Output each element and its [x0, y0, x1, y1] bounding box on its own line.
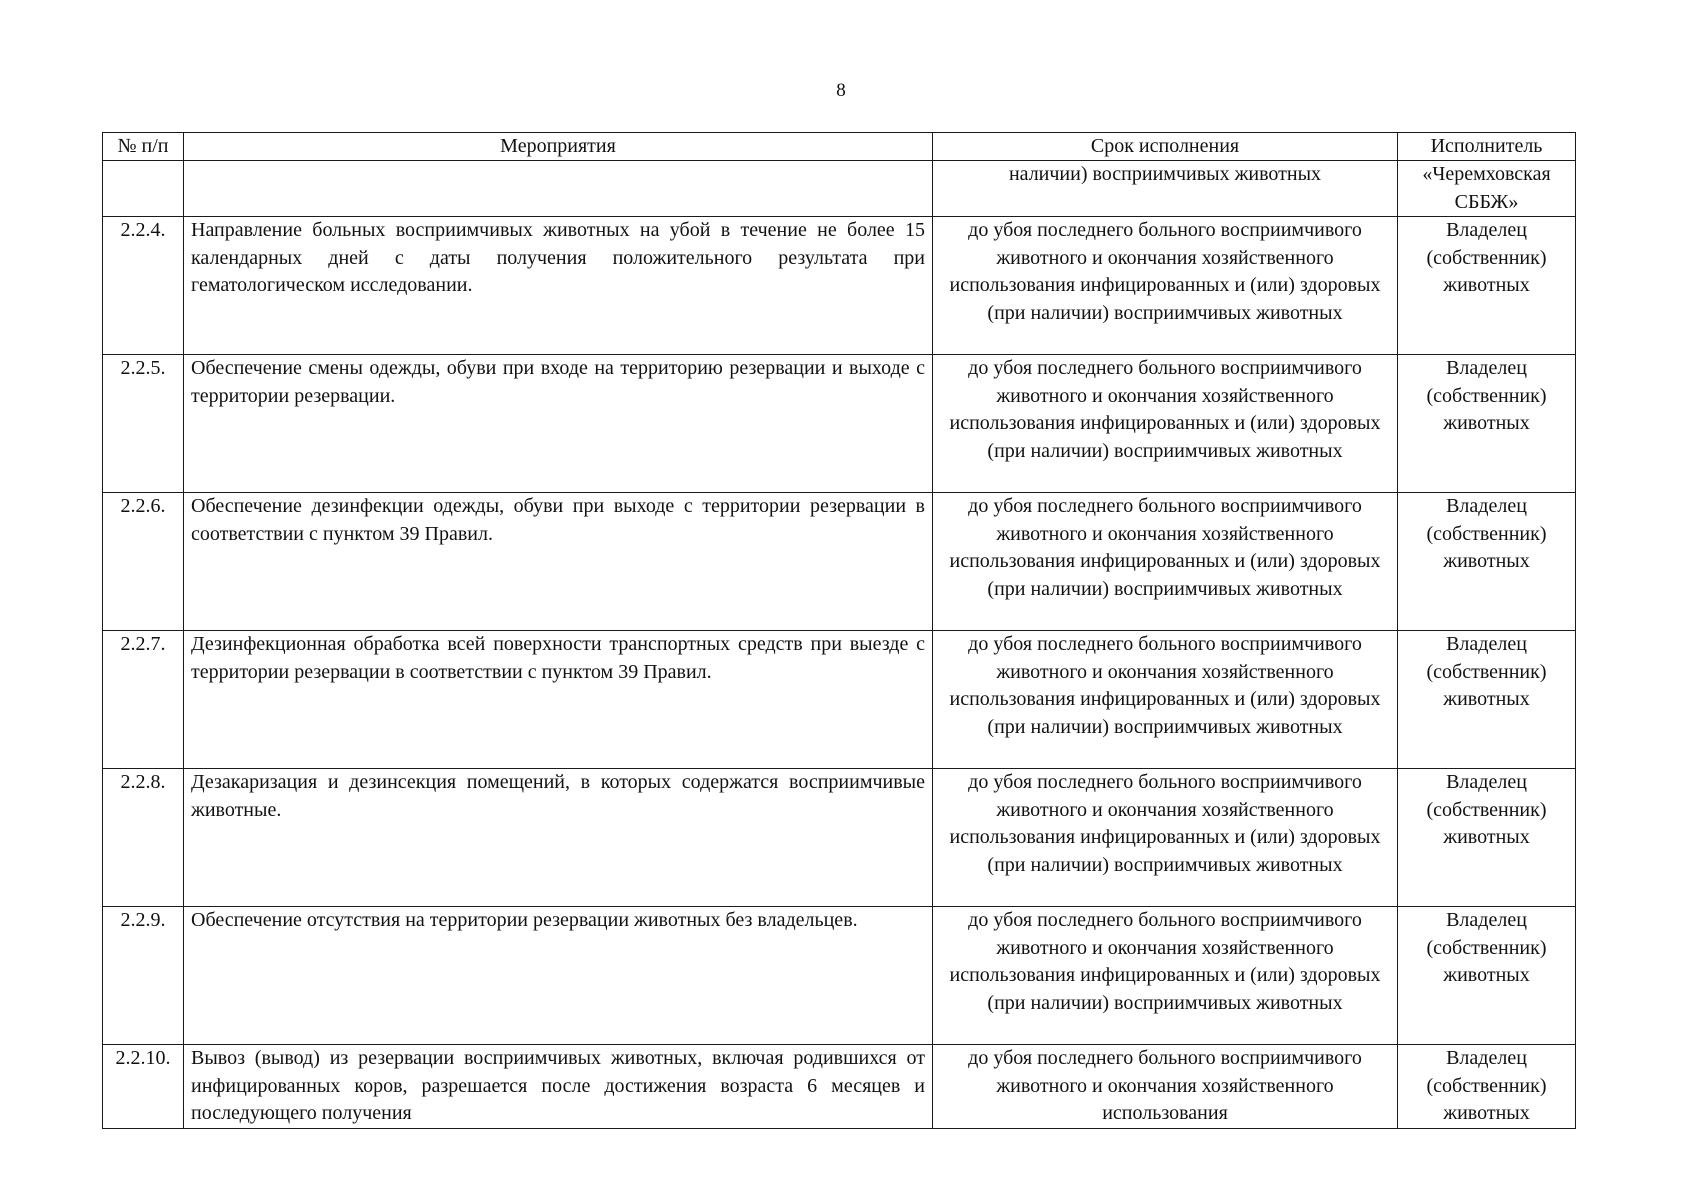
cell-number: 2.2.7. — [103, 631, 184, 769]
table-row — [103, 493, 1576, 631]
table-row — [103, 907, 1576, 1045]
cell-measure: Вывоз (вывод) из резервации восприимчивых животных, включая родившихся от инфицированных коров, разрешается после достижения возраста 6 месяцев и последующего получения — [184, 1045, 933, 1129]
cell-number: 2.2.8. — [103, 769, 184, 907]
cell-measure: Обеспечение отсутствия на территории резервации животных без владельцев. — [184, 907, 933, 1045]
cell-measure: Дезакаризация и дезинсекция помещений, в которых содержатся восприимчивые животные. — [184, 769, 933, 907]
cell-executor: Владелец (собственник) животных — [1398, 217, 1576, 355]
cell-number — [103, 161, 184, 217]
table-header-row — [103, 133, 1576, 161]
cell-measure: Обеспечение дезинфекции одежды, обуви при выходе с территории резервации в соответствии с пунктом 39 Правил. — [184, 493, 933, 631]
cell-deadline: до убоя последнего больного восприимчивого животного и окончания хозяйственного использования инфицированных и (или) здоровых (при наличии) восприимчивых животных — [933, 769, 1398, 907]
cell-executor: Владелец (собственник) животных — [1398, 631, 1576, 769]
measures-table — [102, 132, 1576, 1129]
cell-deadline: наличии) восприимчивых животных — [933, 161, 1398, 217]
table-row — [103, 355, 1576, 493]
cell-number: 2.2.4. — [103, 217, 184, 355]
cell-deadline: до убоя последнего больного восприимчивого животного и окончания хозяйственного использования — [933, 1045, 1398, 1129]
cell-measure: Дезинфекционная обработка всей поверхности транспортных средств при выезде с территории резервации в соответствии с пунктом 39 Правил. — [184, 631, 933, 769]
table-row — [103, 631, 1576, 769]
cell-deadline: до убоя последнего больного восприимчивого животного и окончания хозяйственного использования инфицированных и (или) здоровых (при наличии) восприимчивых животных — [933, 217, 1398, 355]
header-deadline: Срок исполнения — [933, 133, 1398, 161]
cell-executor: Владелец (собственник) животных — [1398, 769, 1576, 907]
header-number: № п/п — [103, 133, 184, 161]
table-row-continuation — [103, 161, 1576, 217]
page-number: 8 — [836, 80, 846, 101]
cell-deadline: до убоя последнего больного восприимчивого животного и окончания хозяйственного использования инфицированных и (или) здоровых (при наличии) восприимчивых животных — [933, 493, 1398, 631]
header-measure: Мероприятия — [184, 133, 933, 161]
cell-deadline: до убоя последнего больного восприимчивого животного и окончания хозяйственного использования инфицированных и (или) здоровых (при наличии) восприимчивых животных — [933, 355, 1398, 493]
cell-executor: Владелец (собственник) животных — [1398, 493, 1576, 631]
cell-number: 2.2.10. — [103, 1045, 184, 1129]
cell-executor: Владелец (собственник) животных — [1398, 907, 1576, 1045]
cell-executor: Владелец (собственник) животных — [1398, 1045, 1576, 1129]
cell-deadline: до убоя последнего больного восприимчивого животного и окончания хозяйственного использования инфицированных и (или) здоровых (при наличии) восприимчивых животных — [933, 631, 1398, 769]
cell-measure: Обеспечение смены одежды, обуви при входе на территорию резервации и выходе с территории резервации. — [184, 355, 933, 493]
table-row — [103, 769, 1576, 907]
cell-deadline: до убоя последнего больного восприимчивого животного и окончания хозяйственного использования инфицированных и (или) здоровых (при наличии) восприимчивых животных — [933, 907, 1398, 1045]
cell-number: 2.2.6. — [103, 493, 184, 631]
cell-executor: Владелец (собственник) животных — [1398, 355, 1576, 493]
cell-number: 2.2.9. — [103, 907, 184, 1045]
table-row — [103, 1045, 1576, 1129]
cell-number: 2.2.5. — [103, 355, 184, 493]
cell-measure: Направление больных восприимчивых животных на убой в течение не более 15 календарных дней с даты получения положительного результата при гематологическом исследовании. — [184, 217, 933, 355]
cell-measure — [184, 161, 933, 217]
cell-executor: «Черемховская СББЖ» — [1398, 161, 1576, 217]
header-executor: Исполнитель — [1398, 133, 1576, 161]
table-row — [103, 217, 1576, 355]
